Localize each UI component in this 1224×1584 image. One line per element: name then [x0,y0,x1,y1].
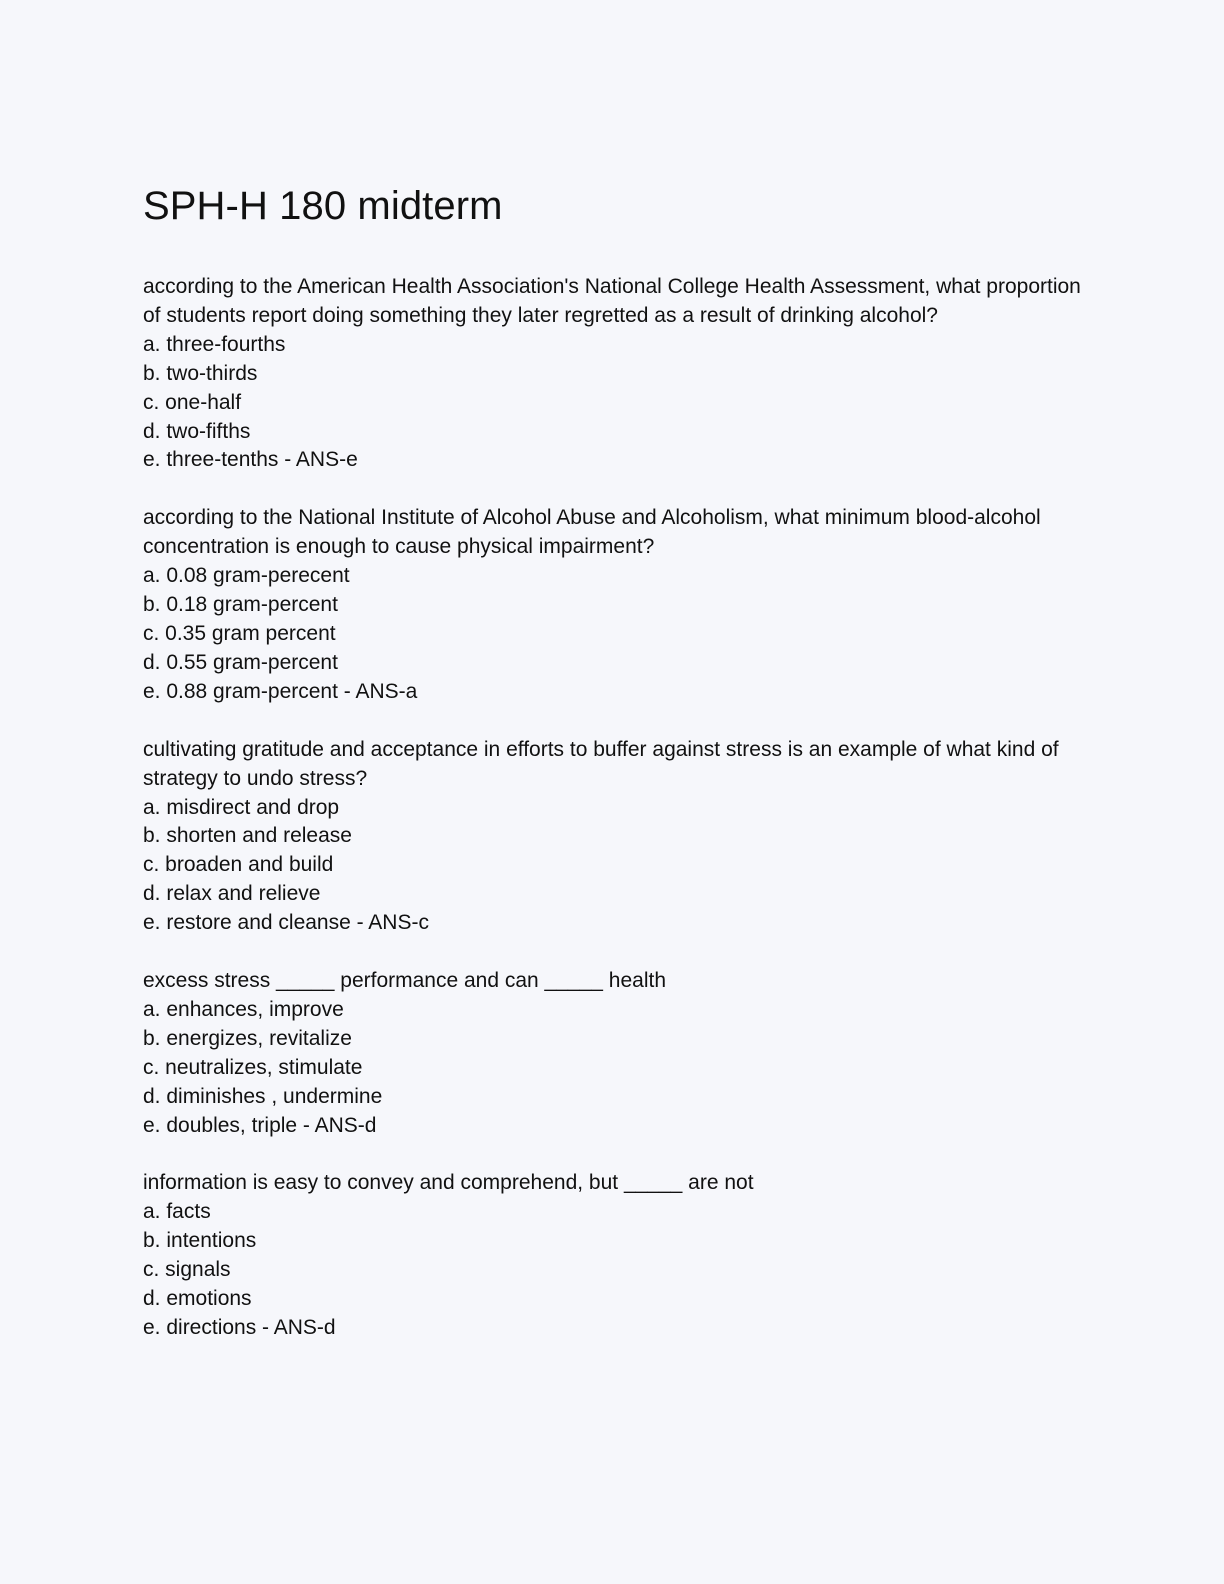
answer-option: a. three-fourths [143,332,286,356]
answer-option: b. shorten and release [143,824,352,848]
question-text: cultivating gratitude and acceptance in efforts to buffer against stress is an example of what kind of strategy to undo stress? [143,737,1059,790]
question-4 [143,967,1103,1140]
answer-option: b. energizes, revitalize [143,1026,352,1050]
answer-option: d. emotions [143,1287,252,1311]
answer-option: b. intentions [143,1229,257,1253]
answer-option: c. one-half [143,390,242,414]
question-1 [143,273,1103,475]
answer-option: a. facts [143,1200,211,1224]
question-2 [143,504,1103,706]
question-3 [143,736,1103,938]
answer-option: a. 0.08 gram-perecent [143,564,350,588]
answer-option: c. neutralizes, stimulate [143,1055,363,1079]
answer-option: c. broaden and build [143,853,334,877]
question-text: excess stress _____ performance and can _____ health [143,969,667,993]
answer-option: a. enhances, improve [143,997,344,1021]
answer-option: b. two-thirds [143,361,258,385]
answer-option: c. 0.35 gram percent [143,621,336,645]
answer-option: e. 0.88 gram-percent - ANS-a [143,679,418,703]
question-text: according to the American Health Association's National College Health Assessment, what proportion of students report doing something they later regretted as a result of drinking alcohol? [143,275,1081,327]
answer-option: d. 0.55 gram-percent [143,650,338,674]
question-text: information is easy to convey and comprehend, but _____ are not [143,1171,754,1195]
answer-option: e. doubles, triple - ANS-d [143,1113,377,1137]
question-text: according to the National Institute of Alcohol Abuse and Alcoholism, what minimum blood-alcohol concentration is enough to cause physical impairment? [143,506,1041,559]
question-5 [143,1169,1103,1342]
answer-option: d. two-fifths [143,419,251,443]
question-list [143,273,1103,1343]
answer-option: e. three-tenths - ANS-e [143,448,358,472]
answer-option: d. relax and relieve [143,882,321,906]
answer-option: b. 0.18 gram-percent [143,593,338,617]
answer-option: d. diminishes , undermine [143,1084,383,1108]
answer-option: e. restore and cleanse - ANS-c [143,911,429,935]
answer-option: c. signals [143,1258,231,1282]
answer-option: e. directions - ANS-d [143,1316,336,1339]
page-title: SPH-H 180 midterm [143,184,503,228]
answer-option: a. misdirect and drop [143,795,340,819]
